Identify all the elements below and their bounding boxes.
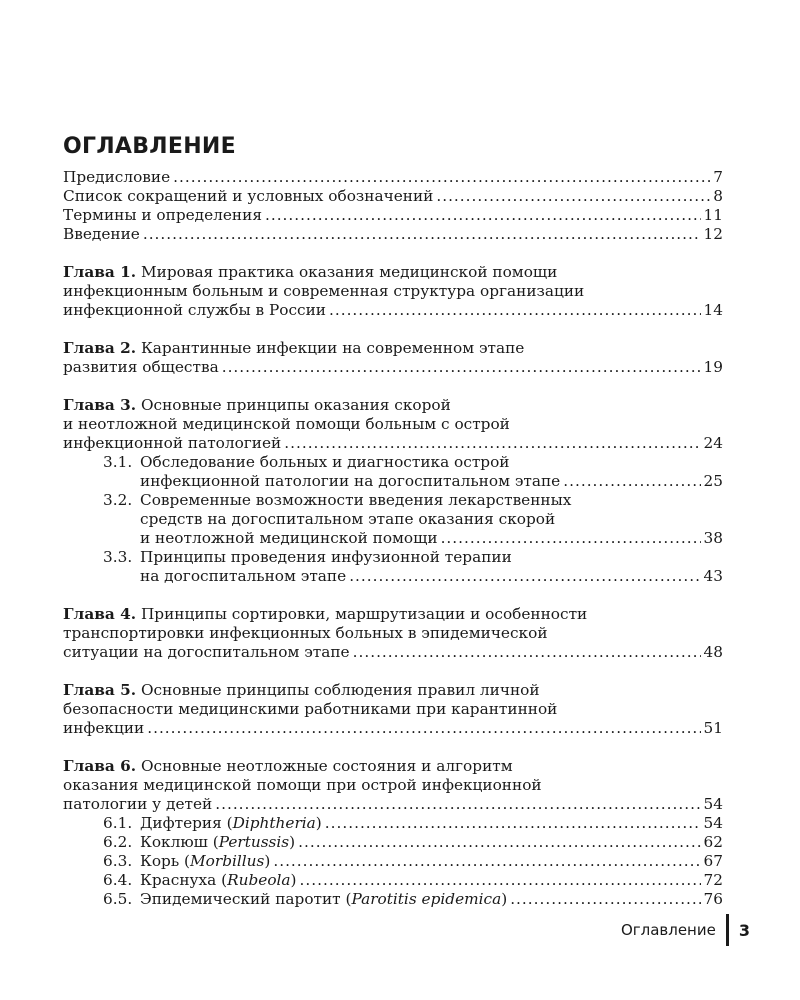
section-number: 3.1.	[103, 453, 133, 471]
page-number: 67	[703, 852, 723, 870]
chapter-title-last-line: патологии у детей ..... 54	[63, 795, 723, 814]
dot-leader	[173, 168, 710, 187]
section-title-line: средств на догоспитальном этапе оказания скорой	[140, 510, 556, 528]
chapter-title-last-line: развития общества ..... 19	[63, 358, 723, 377]
toc-section-3-1[interactable]	[63, 453, 723, 491]
chapter-title-line: Глава 2. Карантинные инфекции на современном этапе	[63, 339, 525, 357]
dot-leader	[563, 472, 700, 491]
page-number: 54	[703, 814, 723, 832]
chapter-title-line: и неотложной медицинской помощи больным с острой	[63, 415, 510, 433]
chapter-title-line: инфекционным больным и современная структура организации	[63, 282, 585, 300]
page-number: 25	[703, 472, 723, 490]
page-number: 8	[713, 187, 723, 205]
section-number: 3.2.	[103, 491, 133, 509]
dot-leader	[349, 567, 700, 586]
dot-leader	[273, 852, 700, 871]
dot-leader	[147, 719, 700, 738]
dot-leader	[265, 206, 701, 225]
dot-leader	[325, 814, 701, 833]
page-number: 38	[703, 529, 723, 547]
dot-leader	[353, 643, 701, 662]
chapter-label: Глава 5.	[63, 681, 137, 699]
section-number: 3.3.	[103, 548, 133, 566]
latin-name: Rubeola	[227, 871, 291, 889]
toc-entry-preface[interactable]: Предисловие ..... 7	[63, 168, 723, 187]
chapter-label: Глава 3.	[63, 396, 137, 414]
toc-section-6-1[interactable]: 6.1. Дифтерия (Diphtheria) ..... 54	[63, 814, 723, 833]
chapter-title-last-line: инфекционной службы в России ..... 14	[63, 301, 723, 320]
toc-entry-introduction[interactable]: Введение ..... 12	[63, 225, 723, 244]
page-number: 12	[703, 225, 723, 243]
chapter-title-last-line: инфекционной патологией ..... 24	[63, 434, 723, 453]
table-of-contents	[63, 168, 723, 909]
chapter-label: Глава 2.	[63, 339, 137, 357]
chapter-title-line: Глава 1. Мировая практика оказания медицинской помощи	[63, 263, 558, 281]
chapter-label: Глава 6.	[63, 757, 137, 775]
page-number: 76	[703, 890, 723, 908]
page-number: 11	[703, 206, 723, 224]
chapter-title-last-line: инфекции ..... 51	[63, 719, 723, 738]
toc-entry-terms[interactable]: Термины и определения ..... 11	[63, 206, 723, 225]
section-number: 6.4.	[103, 871, 133, 889]
toc-chapter-3[interactable]	[63, 396, 723, 586]
footer-section-title: Оглавление	[620, 921, 716, 939]
dot-leader	[441, 529, 701, 548]
section-title-line: 3.1. Обследование больных и диагностика острой	[103, 453, 510, 471]
toc-section-6-5[interactable]: 6.5. Эпидемический паротит (Parotitis epidemica) ..... 76	[63, 890, 723, 909]
page-number: 48	[703, 643, 723, 661]
chapter-title-line: Глава 3. Основные принципы оказания скорой	[63, 396, 451, 414]
dot-leader	[215, 795, 700, 814]
dot-leader	[143, 225, 701, 244]
section-title-line: 3.2. Современные возможности введения лекарственных	[103, 491, 572, 509]
page-number: 19	[703, 358, 723, 376]
page-number: 7	[713, 168, 723, 186]
toc-section-3-3[interactable]	[63, 548, 723, 586]
chapter-title-line: оказания медицинской помощи при острой инфекционной	[63, 776, 542, 794]
toc-section-6-3[interactable]: 6.3. Корь (Morbillus) ..... 67	[63, 852, 723, 871]
latin-name: Pertussis	[218, 833, 290, 851]
dot-leader	[329, 301, 701, 320]
toc-section-6-2[interactable]: 6.2. Коклюш (Pertussis) ..... 62	[63, 833, 723, 852]
section-title-last-line: на догоспитальном этапе ..... 43	[103, 567, 723, 586]
latin-name: Diphtheria	[232, 814, 316, 832]
section-number: 6.2.	[103, 833, 133, 851]
chapter-title-line: Глава 6. Основные неотложные состояния и алгоритм	[63, 757, 513, 775]
latin-name: Parotitis epidemica	[351, 890, 502, 908]
section-number: 6.1.	[103, 814, 133, 832]
toc-chapter-2[interactable]	[63, 339, 723, 377]
dot-leader	[222, 358, 701, 377]
toc-entry-abbreviations[interactable]: Список сокращений и условных обозначений ..... 8	[63, 187, 723, 206]
dot-leader	[510, 890, 700, 909]
chapter-label: Глава 4.	[63, 605, 137, 623]
toc-chapter-5[interactable]	[63, 681, 723, 738]
section-title-last-line: инфекционной патологии на догоспитальном этапе ..... 25	[103, 472, 723, 491]
toc-chapter-4[interactable]	[63, 605, 723, 662]
chapter-title-line: транспортировки инфекционных больных в эпидемической	[63, 624, 548, 642]
page-number: 54	[703, 795, 723, 813]
running-footer	[621, 913, 750, 947]
dot-leader	[284, 434, 700, 453]
section-number: 6.3.	[103, 852, 133, 870]
chapter-title-line: безопасности медицинскими работниками при карантинной	[63, 700, 558, 718]
dot-leader	[436, 187, 710, 206]
page-number: 51	[703, 719, 723, 737]
chapter-label: Глава 1.	[63, 263, 137, 281]
toc-section-3-2[interactable]	[63, 491, 723, 548]
page-number: 14	[703, 301, 723, 319]
page-number: 72	[703, 871, 723, 889]
chapter-title-last-line: ситуации на догоспитальном этапе ..... 48	[63, 643, 723, 662]
section-title-last-line: и неотложной медицинской помощи ..... 38	[103, 529, 723, 548]
toc-section-6-4[interactable]: 6.4. Краснуха (Rubeola) ..... 72	[63, 871, 723, 890]
page-number: 43	[703, 567, 723, 585]
chapter-title-line: Глава 4. Принципы сортировки, маршрутизации и особенности	[63, 605, 588, 623]
page-number: 24	[703, 434, 723, 452]
toc-chapter-6[interactable]	[63, 757, 723, 909]
section-number: 6.5.	[103, 890, 133, 908]
page-number: 62	[703, 833, 723, 851]
footer-page-number: 3	[738, 920, 750, 940]
page-title: ОГЛАВЛЕНИЕ	[63, 134, 236, 159]
dot-leader	[300, 871, 701, 890]
section-title-line: 3.3. Принципы проведения инфузионной терапии	[103, 548, 512, 566]
toc-chapter-1[interactable]	[63, 263, 723, 320]
chapter-title-line: Глава 5. Основные принципы соблюдения правил личной	[63, 681, 540, 699]
latin-name: Morbillus	[190, 852, 265, 870]
dot-leader	[298, 833, 700, 852]
